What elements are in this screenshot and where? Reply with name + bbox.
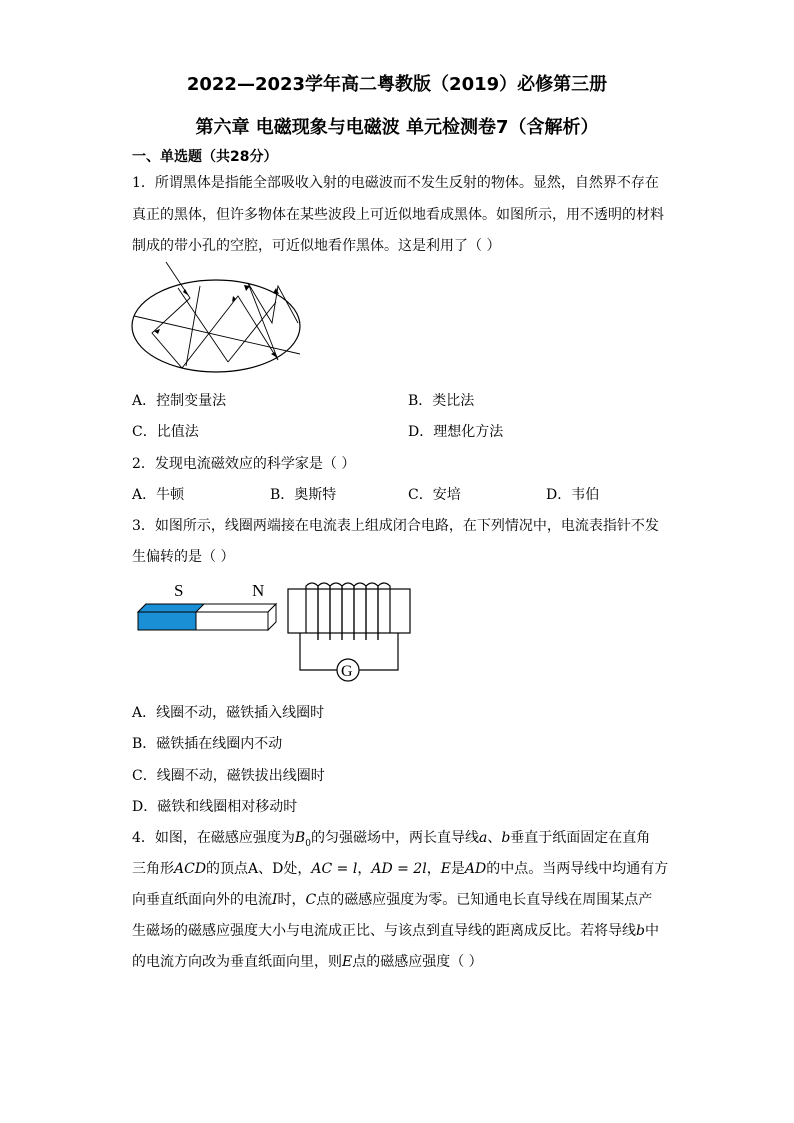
q1-option-b: B．类比法 — [408, 393, 475, 409]
coil-windings — [306, 583, 390, 640]
q4-line-4: 生磁场的磁感应强度大小与电流成正比、与该点到直导线的距离成反比。若将导线b中 — [132, 923, 659, 939]
magnet-s-top — [138, 604, 204, 612]
q2-stem: 2．发现电流磁效应的科学家是（ ） — [132, 456, 356, 472]
q1-line-2: 真正的黑体，但许多物体在某些波段上可近似地看成黑体。如图所示，用不透明的材料 — [132, 207, 664, 223]
q3-option-b: B．磁铁插在线圈内不动 — [132, 736, 283, 752]
q1-line-1: 1．所谓黑体是指能全部吸收入射的电磁波而不发生反射的物体。显然，自然界不存在 — [132, 175, 659, 191]
q3-option-a: A．线圈不动，磁铁插入线圈时 — [132, 705, 325, 721]
q1-option-c: C．比值法 — [132, 424, 199, 440]
q2-option-d: D．韦伯 — [546, 487, 600, 503]
q2-option-c: C．安培 — [408, 487, 461, 503]
document-subtitle: 第六章 电磁现象与电磁波 单元检测卷7（含解析） — [195, 117, 599, 138]
galvanometer-label: G — [341, 663, 353, 680]
magnet-s-pole — [138, 612, 196, 630]
q1-line-3: 制成的带小孔的空腔，可近似地看作黑体。这是利用了（ ） — [132, 238, 501, 254]
q4-line-5: 的电流方向改为垂直纸面向里，则E点的磁感应强度（ ） — [132, 954, 483, 970]
q4-line-1: 4．如图，在磁感应强度为$B_0$的匀强磁场中，两长直导线a、b垂直于纸面固定在直角 — [132, 830, 651, 849]
blackbody-cavity-figure — [130, 258, 305, 376]
q4-line-3: 向垂直纸面向外的电流I时，C点的磁感应强度为零。已知通电长直导线在周围某点产 — [132, 892, 653, 908]
magnet-s-label: S — [174, 581, 184, 600]
q2-option-b: B．奥斯特 — [270, 487, 337, 503]
magnet-n-pole — [196, 612, 268, 630]
q3-line-1: 3．如图所示，线圈两端接在电流表上组成闭合电路，在下列情况中，电流表指针不发 — [132, 518, 659, 534]
magnet-coil-figure — [134, 578, 416, 686]
q4-line-2: 三角形ACD的顶点A、D处，AC = l，AD = 2l，E是AD的中点。当两导线中均通有方 — [132, 861, 669, 877]
section-heading: 一、单选题（共28分） — [132, 149, 278, 165]
q3-line-2: 生偏转的是（ ） — [132, 549, 235, 565]
q1-option-a: A．控制变量法 — [132, 393, 227, 409]
document-title: 2022—2023学年高二粤教版（2019）必修第三册 — [186, 74, 608, 95]
q3-option-d: D．磁铁和线圈相对移动时 — [132, 799, 298, 815]
q1-option-d: D．理想化方法 — [408, 424, 504, 440]
q2-option-a: A．牛顿 — [132, 487, 185, 503]
magnet-n-label: N — [252, 581, 265, 600]
q3-option-c: C．线圈不动，磁铁拔出线圈时 — [132, 768, 325, 784]
